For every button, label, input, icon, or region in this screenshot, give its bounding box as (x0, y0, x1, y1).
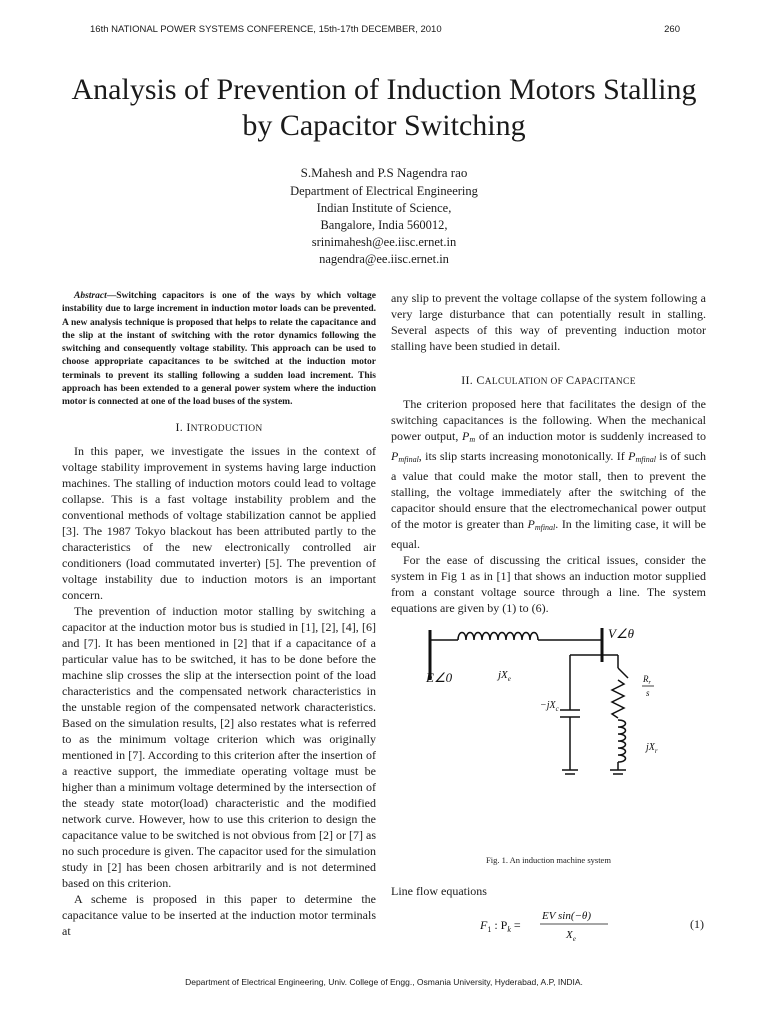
slip-label: s (646, 688, 650, 698)
left-column (62, 290, 376, 939)
author-email-2: nagendra@ee.iisc.ernet.in (319, 252, 449, 266)
capacitor-reactance-label: $-jX_c$ (540, 700, 559, 713)
abstract (62, 290, 376, 410)
source-voltage-label: E∠0 (426, 670, 453, 685)
page-number: 260 (664, 24, 680, 35)
rotor-resistor (612, 680, 624, 718)
author-block (184, 164, 584, 268)
right-column (391, 290, 706, 616)
page-footer: Department of Electrical Engineering, Univ. College of Engg., Osmania University, Hyderabad, A.P, INDIA. (185, 977, 583, 987)
conference-name: 16th NATIONAL POWER SYSTEMS CONFERENCE, 15th-17th DECEMBER, 2010 (90, 24, 442, 35)
title-line-2: by Capacitor Switching (242, 109, 526, 142)
eq-lhs: $F_1$ : $P_k$ = (480, 918, 521, 934)
paper-title (40, 72, 728, 144)
rotor-reactance-label: $jX_r$ (646, 742, 658, 755)
system-paragraph: For the ease of discussing the critical issues, consider the system in Fig 1 as in [1] that shows an induction motor supplied from a constant voltage source through a line. The system equations are given by (1) to (6). (391, 553, 706, 615)
intro-paragraph-2: The prevention of induction motor stalling by switching a capacitor at the induction motor bus is studied in [1], [2], [4], [6] and [7]. It has been mentioned in [2] that if a capacitance of a particular value has to be switched, it has to be done before the machine slip crosses the slip at the intersection point of the load characteristics and the compensated network characteristics in the unstable region of the compensated network characteristics. Based on the simulation results, [2] also restates what is referred to as the minimum voltage criterion which was originally mentioned in [7]. According to this criterion after the insertion of a reactive support, the immediate operating voltage must be higher than a minimum voltage determined by the intersection of the steady state motor(load) characteristic and the modified network curve. However, how to use this criterion to design the capacitance value to be switched is not obvious from [2] or [7] as no such procedure is given. The capacitor used for the simulation study in [2] has been chosen arbitrarily and is not determined based on this criterion. (62, 603, 376, 890)
section-heading-introduction: I. INTRODUCTION (175, 419, 263, 434)
abstract-body: —Switching capacitors is one of the ways by which voltage instability due to large increment in induction motor loads can be prevented. A new analysis technique is proposed that helps to relate the capacitance and the slip at the instant of switching with the rotor dynamics following the switching and consequently voltage stability. This approach can be used to choose appropriate capacitances to be switched at the induction motor terminals to prevent its stalling following a sudden load increment. This approach has been extended to a general power system where the induction motor is connected at one of the load buses of the system. (62, 291, 376, 408)
figure-caption: Fig. 1. An induction machine system (486, 855, 611, 865)
author-city: Bangalore, India 560012, (320, 218, 448, 232)
author-department: Department of Electrical Engineering (290, 184, 478, 198)
author-institute: Indian Institute of Science, (316, 201, 452, 215)
rotor-resistance-label: $R_r$ (643, 674, 651, 686)
switch-blade (618, 668, 628, 678)
author-names: S.Mahesh and P.S Nagendra rao (300, 165, 468, 180)
eq-denominator: $X_e$ (566, 929, 576, 943)
line-flow-heading: Line flow equations (391, 884, 487, 898)
title-line-1: Analysis of Prevention of Induction Motors Stalling (71, 73, 697, 106)
section-heading-capacitance: II. CALCULATION OF CAPACITANCE (461, 373, 636, 387)
line-reactance-label: $jX_e$ (498, 669, 511, 683)
equation-number: (1) (690, 917, 704, 931)
rotor-inductor-coil (618, 720, 626, 762)
abstract-lead: Abstract (74, 291, 107, 301)
eq-numerator: EV sin(−θ) (542, 910, 591, 922)
criterion-paragraph: The criterion proposed here that facilitates the design of the switching capacitances is the following. When the mechanical power output, $P_m$ of an induction motor is suddenly increased to $P_{mfinal}$, its slip starts increasing monotonically. If $P_{mfinal}$ is of such a value that could make the motor stall, then to prevent the stalling, the voltage immediately after the switching of the capacitor should ensure that the electromechanical power output of the motor is greater than $P_{mfinal}$. In the limiting case, it will be equal. (391, 397, 706, 551)
intro-paragraph-3: A scheme is proposed in this paper to determine the capacitance value to be inserted at the induction motor terminals at (62, 891, 376, 938)
equation-1 (480, 905, 610, 945)
running-header (90, 24, 680, 38)
continuation-paragraph: any slip to prevent the voltage collapse of the system following a very large disturbance that can potentially result in stalling. Several aspects of this way of preventing induction motor stalling have been studied in detail. (391, 291, 706, 353)
line-inductor-coil (458, 633, 538, 641)
author-email-1: srinimahesh@ee.iisc.ernet.in (311, 235, 457, 249)
bus-voltage-label: V∠θ (608, 626, 634, 641)
intro-paragraph-1: In this paper, we investigate the issues in the context of voltage stability improvement in systems having large induction machines. The stalling of induction motors could lead to voltage collapse. This is a fast voltage instability problem and the conventional methods of voltage stabilization cannot be applied [3]. The 1987 Tokyo blackout has been attributed partly to the characteristics of the new electronically controlled air conditioners (load commutated inverter) [5]. The prevention of voltage instability due to induction motors is an important concern. (62, 443, 376, 602)
circuit-diagram (420, 620, 680, 810)
